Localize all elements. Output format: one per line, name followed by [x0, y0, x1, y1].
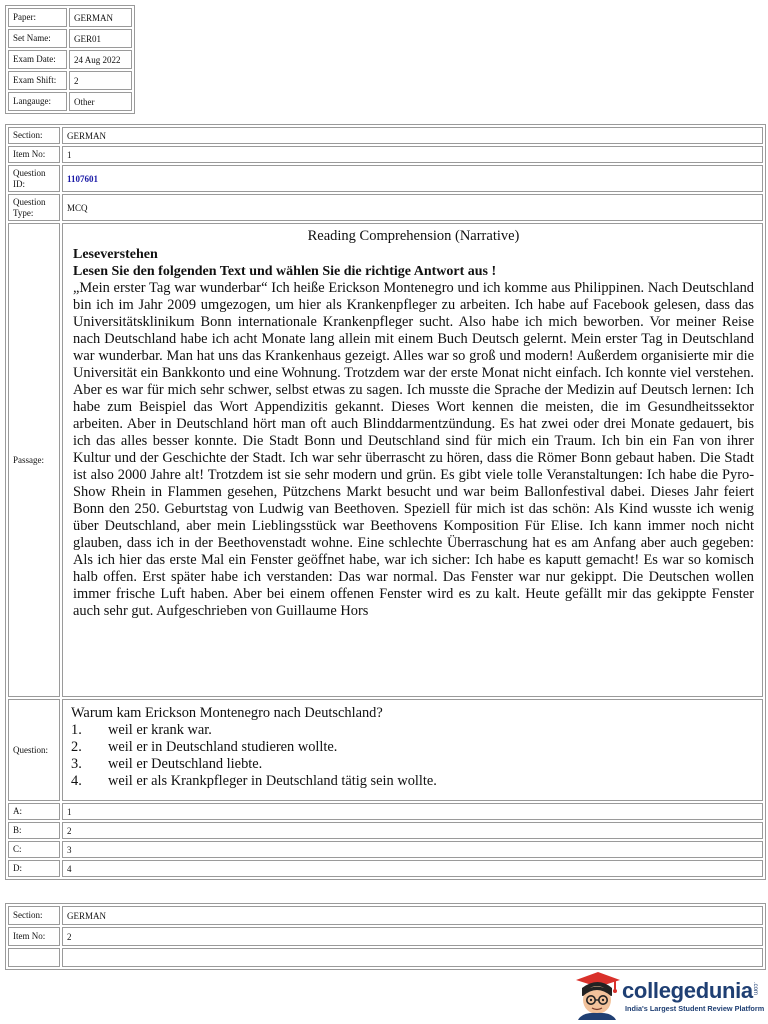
meta-value: Other [69, 92, 132, 111]
option-text: weil er in Deutschland studieren wollte. [108, 739, 338, 755]
meta-value: GERMAN [69, 8, 132, 27]
question-label: Question: [8, 699, 60, 801]
answer-value: 4 [62, 860, 763, 877]
collegedunia-logo [570, 966, 766, 1020]
meta-label: Langauge: [8, 92, 67, 111]
question-row [8, 699, 763, 801]
answer-label: B: [8, 822, 60, 839]
answer-row [8, 860, 763, 877]
meta-label: Exam Shift: [8, 71, 67, 90]
options-list [71, 722, 754, 790]
question-content [62, 699, 763, 801]
question-id-row [8, 165, 763, 192]
section-value: GERMAN [62, 906, 763, 925]
cut-off-cell [62, 948, 763, 967]
logo-wordmark: collegedunia [622, 978, 753, 1003]
meta-label: Paper: [8, 8, 67, 27]
option-text: weil er als Krankpfleger in Deutschland tätig sein wollte. [108, 773, 437, 789]
option-number: 2. [71, 739, 82, 755]
meta-label: Exam Date: [8, 50, 67, 69]
question-type-row [8, 194, 763, 221]
question-type-value: MCQ [62, 194, 763, 221]
passage-label: Passage: [8, 223, 60, 697]
option-item [71, 722, 754, 739]
item-row [8, 927, 763, 946]
meta-value: 2 [69, 71, 132, 90]
passage-content [62, 223, 763, 697]
meta-row [8, 71, 132, 90]
option-number: 1. [71, 722, 82, 738]
question-type-label: Question Type: [8, 194, 60, 221]
option-item [71, 739, 754, 756]
cut-off-row [8, 948, 763, 967]
option-number: 4. [71, 773, 82, 789]
item-label: Item No: [8, 146, 60, 163]
meta-value: 24 Aug 2022 [69, 50, 132, 69]
answer-value: 2 [62, 822, 763, 839]
item-value: 1 [62, 146, 763, 163]
section-label: Section: [8, 906, 60, 925]
logo-tagline: India's Largest Student Review Platform [625, 1004, 765, 1013]
question-text: Warum kam Erickson Montenegro nach Deutschland? [71, 705, 383, 721]
passage-title: Leseverstehen [73, 247, 158, 262]
meta-row [8, 92, 132, 111]
section-label: Section: [8, 127, 60, 144]
answer-value: 3 [62, 841, 763, 858]
answer-value: 1 [62, 803, 763, 820]
meta-value: GER01 [69, 29, 132, 48]
exam-meta-table [5, 5, 135, 114]
section-row [8, 906, 763, 925]
meta-row [8, 50, 132, 69]
question-table-1 [5, 124, 766, 880]
option-number: 3. [71, 756, 82, 772]
student-mascot-icon [570, 966, 622, 1020]
question-table-2 [5, 903, 766, 970]
item-row [8, 146, 763, 163]
meta-label: Set Name: [8, 29, 67, 48]
passage-text: „Mein erster Tag war wunderbar“ Ich heiße Erickson Montenegro und ich komme aus Philippinen. Nach Deutschland bin ich im Jahr 2009 umgezogen, um hier als Krankenpfleger zu arbeiten. Ich habe auf Facebook gelesen, dass das Universitätsklinikum Bonn internationale Krankenpfleger sucht. Also habe ich mich beworben. Vor meiner Reise nach Deutschland habe ich acht Monate lang allein mit einem Buch Deutsch gelernt. Mein erster Tag in Deutschland war wunderbar. Man hat uns das Krankenhaus gezeigt. Alles war so groß und modern! Außerdem organisierte mir die Universität ein Bankkonto und eine Wohnung. Trotzdem war der erste Monat nicht einfach. Ich konnte viel verstehen. Aber es war für mich sehr schwer, selbst etwas zu sagen. Ich musste die Sprache der Medizin auf Deutsch lernen: Ich habe zum Beispiel das Wort Appendizitis gekannt. Dieses Wort kennen die meisten, die im Gesundheitssektor arbeiten. Aber in Deutschland hört man oft auch Blinddarmentzündung. Es hat zwei oder drei Monate gedauert, bis ich das alles besser konnte. Die Stadt Bonn und Deutschland sind für mich ein Traum. Ich bin ein Fan von ihrer Kultur und der Geschichte der Stadt. Ich war sehr überrascht zu hören, dass die Römer Bonn gebaut haben. Die Stadt ist also 2000 Jahre alt! Trotzdem ist sie sehr modern und grün. Es gibt viele tolle Veranstaltungen: Ich habe die Pyro-Show Rhein in Flammen gesehen, Pützchens Markt besucht und war beim Ballonfestival dabei. Dieses Jahr feiert Bonn den 250. Geburtstag von Ludwig van Beethoven. Speziell für mich ist das schön: Als Kind wusste ich wenig über Deutschland, aber mein Lieblingsstück war Beethovens Komposition Für Elise. Ich kann immer noch nicht glauben, dass ich in der Beethovenstadt wohne. Eine schlechte Überraschung hat es am Anfang aber auch gegeben: Als ich hier das erste Mal ein Fenster geöffnet habe, war ich sicher: Ich habe es kaputt gemacht! Es war so komisch halb offen. Erst später habe ich verstanden: Das war normal. Das Fenster war nur gekippt. Die Deutschen wollen immer frische Luft haben. Aber bei einem offenen Fenster wird es zu kalt. Heute gefällt mir das gekippte Fenster auch sehr gut. Aufgeschrieben von Guillaume Hors [73, 280, 754, 619]
question-id-label: Question ID: [8, 165, 60, 192]
meta-row [8, 8, 132, 27]
item-value: 2 [62, 927, 763, 946]
passage-row [8, 223, 763, 697]
answer-row [8, 841, 763, 858]
option-text: weil er Deutschland liebte. [108, 756, 263, 772]
section-value: GERMAN [62, 127, 763, 144]
option-item [71, 756, 754, 773]
logo-domain-suffix: .com [752, 982, 758, 996]
passage-instruction: Lesen Sie den folgenden Text und wählen Sie die richtige Antwort aus ! [73, 264, 497, 279]
answer-label: C: [8, 841, 60, 858]
passage-heading: Reading Comprehension (Narrative) [307, 228, 520, 244]
option-text: weil er krank war. [108, 722, 212, 738]
section-row [8, 127, 763, 144]
answer-label: A: [8, 803, 60, 820]
item-label: Item No: [8, 927, 60, 946]
answer-row [8, 822, 763, 839]
cut-off-cell [8, 948, 60, 967]
question-id-value: 1107601 [62, 165, 763, 192]
meta-row [8, 29, 132, 48]
answer-label: D: [8, 860, 60, 877]
option-item [71, 773, 754, 790]
answer-row [8, 803, 763, 820]
